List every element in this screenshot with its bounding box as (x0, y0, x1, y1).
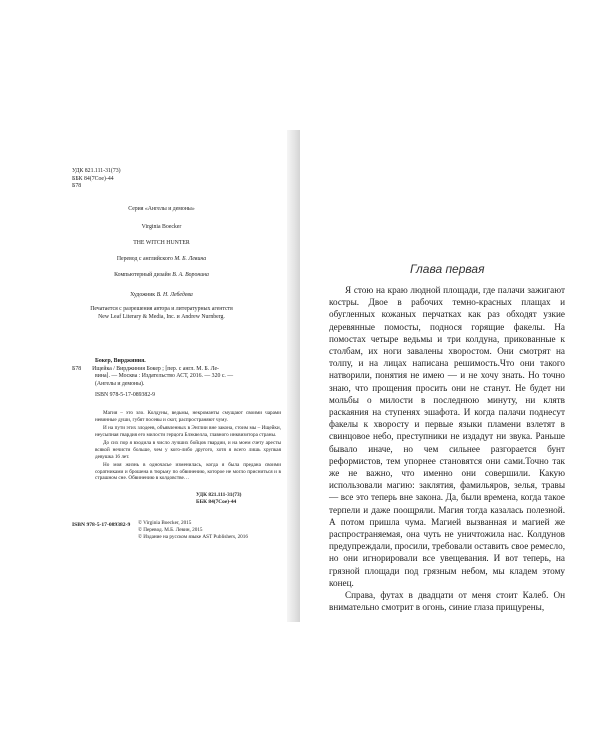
artist-credit (40, 292, 283, 300)
isbn-bottom: ISBN 978-5-17-089382-9 (72, 522, 131, 528)
biblio-code: Б78 (72, 365, 82, 372)
body-paragraph: Справа, футах в двадцати от меня стоит Калеб. Он внимательно смотрит в огонь, синие глаза прищурены, (329, 590, 565, 613)
permission-line: New Leaf Literary & Media, Inc. и Andrew Nurnberg. (98, 313, 225, 320)
udk-block (72, 168, 121, 191)
chapter-body (329, 284, 565, 613)
biblio-line3: (Ангелы и демоны). (95, 380, 145, 387)
biblio-line2: вина]. — Москва : Издательство АСТ, 2016. — 320 с. — (95, 373, 234, 380)
translation-prefix: Перевод с английского (116, 256, 175, 262)
udk-bottom (196, 492, 241, 506)
udk-line: УДК 821.111-31(73) (72, 168, 121, 174)
annotation-paragraph: Но моя жизнь в одночасье изменилась, когда я была предана своими соратниками и брошена в тюрьму по обвинению, которое не могло присниться и в страшном сне. Обвинению в колдовстве… (95, 462, 281, 482)
bbk-line: ББК 84(7Сое)-44 (72, 175, 114, 182)
bbk-bottom-line: ББК 84(7Сое)-44 (196, 498, 237, 505)
annotation-paragraph: До сих пор я входила в число лучших бойцов гвардии, и на моем счету аресты всякой нечисти больше, чем у кого-либо другого, хотя я всего лишь хрупкая девушка 16 лет. (95, 440, 281, 460)
copyright-line: © Virginia Boecker, 2015 (138, 520, 192, 526)
permission-block (40, 306, 283, 321)
translation-credit (40, 256, 283, 264)
author-en: Virginia Boecker (141, 224, 182, 230)
permission-line: Печатается с разрешения автора и литературных агентств (90, 306, 233, 312)
series-line: Серия «Ангелы и демоны» (128, 206, 195, 212)
copyright-block (138, 520, 248, 540)
annotation-paragraph: Магия – это зло. Колдуны, ведьмы, некроманты смущают своими чарами невинные души, губят посевы и скот, распространяют чуму. (95, 410, 281, 423)
bibliographic-record (72, 358, 280, 400)
chapter-title: Глава первая (410, 262, 485, 276)
copyright-line: © Перевод. М.Б. Левин, 2015 (138, 526, 203, 533)
body-paragraph: Я стою на краю людной площади, где палачи зажигают костры. Двое в рабочих темно-красных плащах и обугленных кожаных перчатках как раз обходят узкие деревянные помосты, поднося горящие факелы. На помостах четыре ведьмы и три колдуна, прикованные к столбам, их ноги завалены хворостом. Они смотрят на толпу, и на лицах написана решимость.Что они такого натворили, понятия не имею — и не хочу знать. Но точно знаю, что прощения просить они не станут. Не будет ни мольбы о милости в последнюю минуту, ни клятв раскаяния на ступенях эшафота. И когда палачи поднесут факелы к хворосту и первые языки пламени взлетят в свинцовое небо, преступники не издадут ни звука. Раньше бывало иначе, но чем сильнее разгорается бунт реформистов, тем упорнее становятся они сами.Точно так же не важно, что именно они совершили. Какую использовали магию: заклятия, фамильяров, зелья, травы — все это теперь вне закона. Да, были времена, когда такое терпели и даже поощряли. Магия тогда казалась полезной. А потом пришла чума. Магией вызванная и магией же распространяемая, она чуть не уничтожила нас. Колдунов предупреждали, просили, требовали оставить свое ремесло, но они игнорировали все увещевания. И вот теперь, на грязной площади под грязным небом, мы кладем этому конец. (329, 285, 565, 588)
annotation (95, 410, 281, 482)
biblio-line1: Ищейка / Вирджиния Бокер ; [пер. с англ. М. Б. Ле- (92, 365, 219, 372)
translator-name: М. Б. Левина (174, 256, 207, 262)
udk-bottom-line: УДК 821.111-31(73) (196, 492, 242, 498)
title-en: THE WITCH HUNTER (133, 240, 190, 246)
copyright-line: © Издание на русском языке AST Publishers, 2016 (138, 533, 248, 540)
design-prefix: Компьютерный дизайн (114, 272, 173, 278)
design-credit (40, 272, 283, 280)
designer-name: В. А. Воронина (172, 272, 209, 278)
biblio-title-line (72, 366, 280, 374)
artist-name: В. Н. Лебедева (156, 292, 193, 298)
annotation-paragraph: И на пути этих злодеев, объявленных в Энглии вне закона, стоим мы – Ищейки, неусыпная гвардия его милости герцога Блэквелла, главного инквизитора страны. (95, 425, 281, 438)
author-code-line: Б78 (72, 183, 82, 190)
biblio-isbn: ISBN 978-5-17-089382-9 (95, 392, 156, 399)
artist-prefix: Художник (130, 292, 157, 298)
biblio-author: Бокер, Вирджиния. (95, 358, 146, 364)
